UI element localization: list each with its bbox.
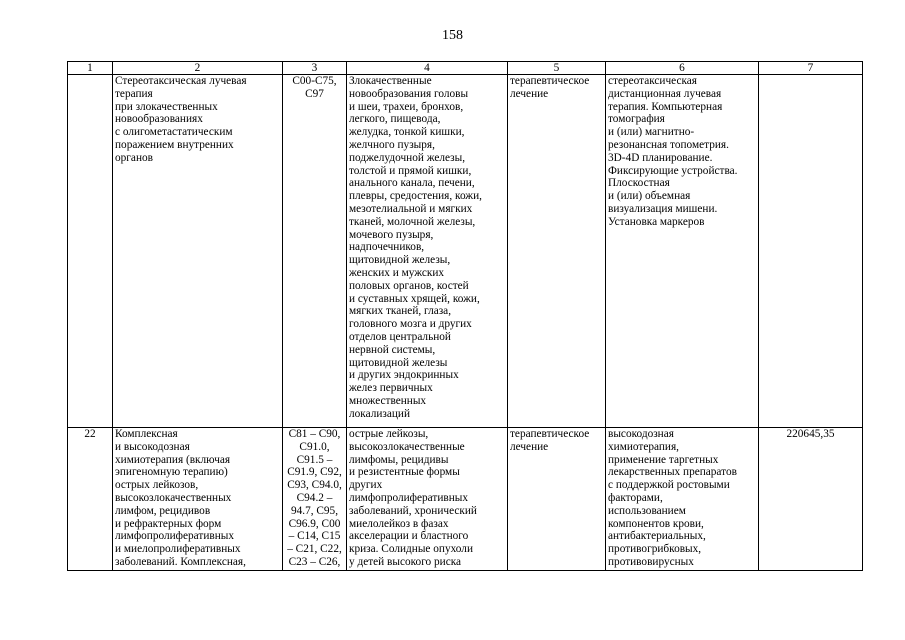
patient-model-cell: острые лейкозы, высокозлокачественные лимфомы, рецидивы и резистентные формы других лимфопролиферативных заболеваний, хронический миелолейкоз в фазах акселерации и бластного криза. Солидные опухоли у детей высокого риска <box>347 428 508 571</box>
table-row <box>68 428 863 571</box>
header-cell-7: 7 <box>759 62 863 75</box>
row-number-cell <box>68 75 113 428</box>
patient-model-cell: Злокачественные новообразования головы и шеи, трахеи, бронхов, легкого, пищевода, желудка, тонкой кишки, желчного пузыря, поджелудочной железы, толстой и прямой кишки, анального канала, печени, плевры, средостения, кожи, мезотелиальной и мягких тканей, молочной железы, мочевого пузыря, надпочечников, щитовидной железы, женских и мужских половых органов, костей и суставных хрящей, кожи, мягких тканей, глаза, головного мозга и других отделов центральной нервной системы, щитовидной железы и других эндокринных желез первичных множественных локализаций <box>347 75 508 428</box>
icd-codes-cell: C81 – C90, C91.0, C91.5 – C91.9, C92, C93, C94.0, C94.2 – 94.7, C95, C96.9, C00 – C14, C15 – C21, C22, C23 – C26, <box>283 428 347 571</box>
table-row <box>68 75 863 428</box>
row-number-cell: 22 <box>68 428 113 571</box>
header-cell-1: 1 <box>68 62 113 75</box>
cost-cell: 220645,35 <box>759 428 863 571</box>
cost-cell <box>759 75 863 428</box>
header-cell-5: 5 <box>508 62 606 75</box>
treatment-type-cell: терапевтическое лечение <box>508 75 606 428</box>
treatment-type-cell: терапевтическое лечение <box>508 428 606 571</box>
table-header-row <box>68 62 863 75</box>
page-number: 158 <box>442 28 463 43</box>
header-cell-2: 2 <box>113 62 283 75</box>
header-cell-4: 4 <box>347 62 508 75</box>
treatment-method-cell: высокодозная химиотерапия, применение таргетных лекарственных препаратов с поддержкой ростовыми факторами, использованием компонентов крови, антибактериальных, противогрибковых, противовирусных <box>606 428 759 571</box>
services-table <box>67 61 863 571</box>
service-name-cell: Стереотаксическая лучевая терапия при злокачественных новообразованиях с олигометастатическим поражением внутренних органов <box>113 75 283 428</box>
treatment-method-cell: стереотаксическая дистанционная лучевая терапия. Компьютерная томография и (или) магнитно- резонансная топометрия. 3D-4D планирование. Фиксирующие устройства. Плоскостная и (или) объемная визуализация мишени. Установка маркеров <box>606 75 759 428</box>
icd-codes-cell: C00-C75, C97 <box>283 75 347 428</box>
service-name-cell: Комплексная и высокодозная химиотерапия (включая эпигеномную терапию) острых лейкозов, высокозлокачественных лимфом, рецидивов и рефрактерных форм лимфопролиферативных и миелопролиферативных заболеваний. Комплексная, <box>113 428 283 571</box>
header-cell-3: 3 <box>283 62 347 75</box>
header-cell-6: 6 <box>606 62 759 75</box>
